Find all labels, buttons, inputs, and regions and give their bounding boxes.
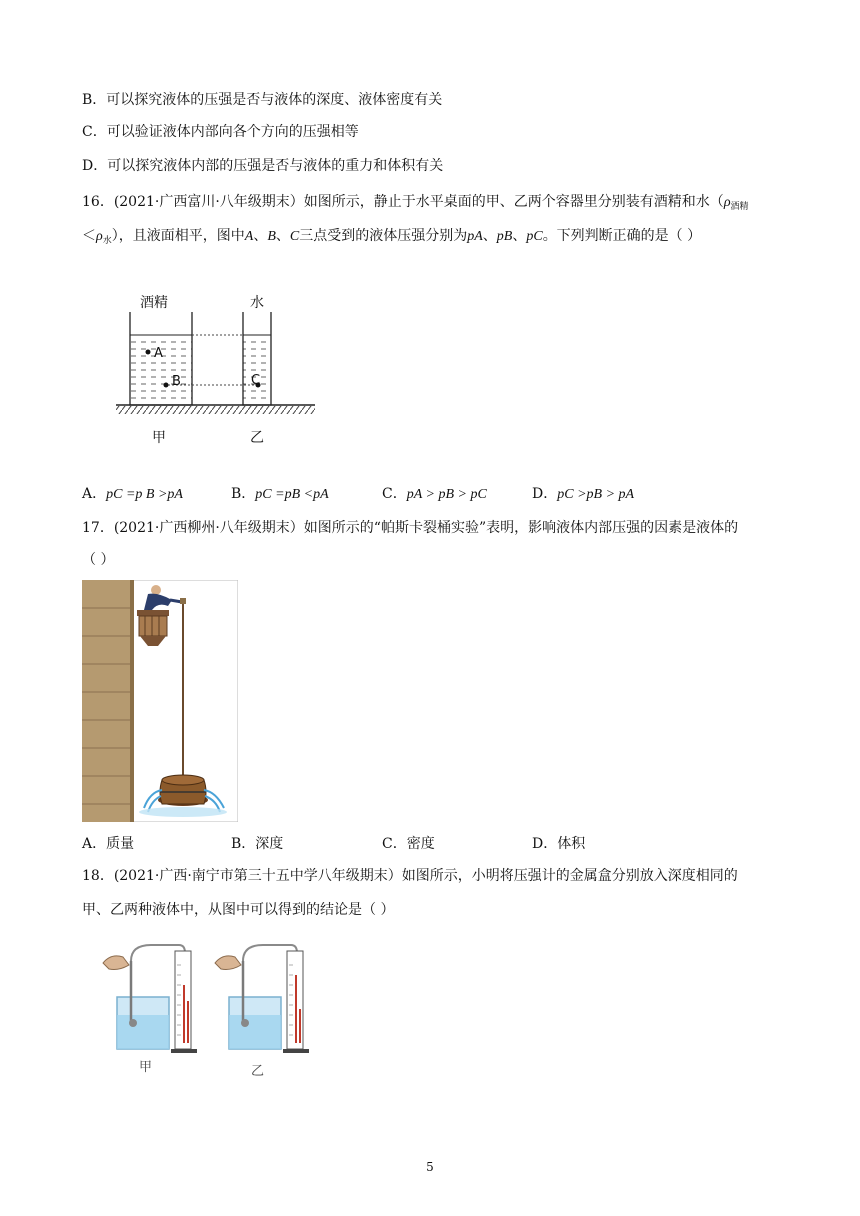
containers-diagram <box>110 290 410 450</box>
q16-stem-part-b: 三点受到的液体压强分别为 <box>299 228 468 244</box>
q16-stem-part-c: 。下列判断正确的是（ ） <box>542 228 702 244</box>
separator: 、 <box>275 228 290 244</box>
q17-option-b: B．深度 <box>231 836 284 852</box>
point-c-text: C <box>289 229 300 244</box>
label-jia: 甲 <box>152 430 166 446</box>
balcony-top <box>137 610 169 616</box>
q16-options <box>82 484 782 504</box>
option-expr: pC =p B >pA <box>106 487 183 502</box>
point-b-text: B <box>267 229 276 244</box>
label-yi: 乙 <box>251 1064 265 1079</box>
q17-option-a: A．质量 <box>82 836 135 852</box>
water-liquid <box>243 335 271 405</box>
option-letter: D． <box>532 486 558 502</box>
liquid-yi <box>229 1015 281 1049</box>
q15-option-b: B．可以探究液体的压强是否与液体的深度、液体密度有关 <box>82 92 443 108</box>
q16-option-a <box>82 484 183 505</box>
q17-options <box>82 834 782 854</box>
point-a-dot <box>146 350 151 355</box>
q17-stem-line2: （ ） <box>82 552 115 568</box>
q16-stem-line1 <box>82 192 749 217</box>
q15-option-c: C．可以验证液体内部向各个方向的压强相等 <box>82 124 359 140</box>
metal-box-yi <box>241 1019 249 1027</box>
label-water: 水 <box>250 295 264 311</box>
point-b-label: B <box>172 374 181 389</box>
gauge-base-jia <box>171 1049 197 1053</box>
label-yi: 乙 <box>250 430 264 446</box>
q16-figure <box>110 290 410 454</box>
wall-edge <box>130 580 134 822</box>
q18-stem-line2: 甲、乙两种液体中，从图中可以得到的结论是（ ） <box>82 902 395 918</box>
option-letter: C． <box>382 486 407 502</box>
option-letter: A． <box>82 486 107 502</box>
q17-option-c: C．密度 <box>382 836 435 852</box>
water-pool <box>139 807 227 817</box>
label-jia: 甲 <box>139 1060 153 1075</box>
gauge-base-yi <box>283 1049 309 1053</box>
setup-yi <box>215 945 309 1079</box>
point-b-dot <box>164 383 169 388</box>
hand-jia <box>103 956 129 970</box>
rho-sub-water: 水 <box>102 236 112 246</box>
table-hatching <box>116 406 315 414</box>
pb-text: pB <box>496 229 513 244</box>
setup-jia <box>103 945 197 1075</box>
rho-symbol-2: ρ <box>96 229 103 244</box>
pa-text: pA <box>467 229 483 244</box>
option-expr: pC =pB <pA <box>255 487 329 502</box>
q16-option-d <box>532 484 634 505</box>
pascal-barrel-image <box>82 580 238 822</box>
separator: 、 <box>253 228 268 244</box>
q17-stem-line1: 17．(2021·广西柳州·八年级期末）如图所示的“帕斯卡裂桶实验”表明，影响液体内部压强的因素是液体的 <box>82 520 739 536</box>
separator: 、 <box>512 228 527 244</box>
q16-stem-line2 <box>82 226 701 251</box>
metal-box-jia <box>129 1019 137 1027</box>
hand-yi <box>215 956 241 970</box>
option-letter: B． <box>231 486 256 502</box>
option-expr: pC >pB > pA <box>557 487 635 502</box>
point-c-label: C <box>251 373 261 388</box>
barrel-top <box>162 775 204 785</box>
q15-option-d: D．可以探究液体内部的压强是否与液体的重力和体积有关 <box>82 158 444 174</box>
q16-option-b <box>231 484 329 505</box>
separator: 、 <box>482 228 497 244</box>
liquid-jia <box>117 1015 169 1049</box>
q18-figure <box>95 935 335 1084</box>
point-a-label: A <box>154 346 163 361</box>
q17-option-d: D．体积 <box>532 836 586 852</box>
option-expr: pA > pB > pC <box>406 487 487 502</box>
rho-sub-alcohol: 酒精 <box>730 202 749 212</box>
pc-text: pC <box>526 229 543 244</box>
rho-symbol: ρ <box>723 195 731 210</box>
q16-stem-part-a: ），且液面相平，图中 <box>111 228 245 244</box>
water-jug <box>180 598 186 604</box>
lt-sign: ＜ <box>82 228 96 244</box>
building-wall <box>82 580 134 822</box>
q18-stem-line1: 18．(2021·广西·南宁市第三十五中学八年级期末）如图所示，小明将压强计的金属盒分别放入深度相同的 <box>82 868 738 884</box>
balcony-railing <box>139 616 167 636</box>
point-a-text: A <box>244 229 254 244</box>
person-head <box>151 585 161 595</box>
page-number: 5 <box>426 1160 434 1174</box>
pressure-gauge-diagram <box>95 935 335 1080</box>
q16-stem-text: 16．(2021·广西富川·八年级期末）如图所示，静止于水平桌面的甲、乙两个容器里分别装有酒精和水（ <box>82 194 724 210</box>
q16-option-c <box>382 484 487 505</box>
q17-figure <box>82 580 238 826</box>
label-alcohol: 酒精 <box>140 295 168 311</box>
